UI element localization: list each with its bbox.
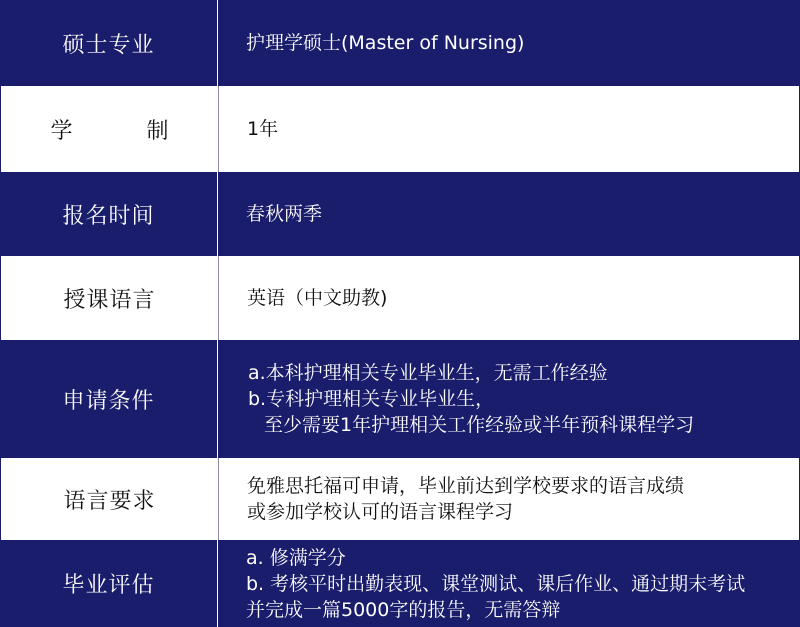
row-label-text: 授课语言 [63, 287, 156, 313]
table-row-language-requirements [0, 458, 800, 540]
row-label [0, 540, 218, 627]
row-label-text: 毕业评估 [62, 573, 155, 598]
row-label-text: 申请条件 [62, 388, 155, 414]
row-label [1, 86, 219, 172]
row-value-line: 1年 [247, 118, 279, 140]
table-row-admission-requirements [0, 340, 800, 458]
row-value [218, 172, 800, 256]
row-value-line: a. 修满学分 [246, 546, 346, 569]
row-value-line: b.专科护理相关专业毕业生， [248, 388, 495, 410]
table-row-graduation-assessment [0, 540, 800, 627]
row-value [219, 86, 799, 172]
row-label-text: 语言要求 [63, 488, 156, 514]
row-value-line: 英语（中文助教) [247, 287, 388, 309]
table-row-duration [0, 86, 800, 172]
table-row-intake [0, 172, 800, 256]
row-value [218, 340, 800, 458]
row-value-line: 至少需要1年护理相关工作经验或半年预科课程学习 [264, 414, 695, 436]
row-label [0, 0, 218, 86]
row-label [0, 172, 218, 256]
row-value [218, 540, 800, 627]
row-value [219, 458, 799, 540]
row-value-line: a.本科护理相关专业毕业生，无需工作经验 [248, 362, 608, 384]
row-value-line: 或参加学校认可的语言课程学习 [247, 501, 514, 523]
table-row-language-of-instruction [0, 256, 800, 340]
row-value-line: 并完成一篇5000字的报告，无需答辩 [246, 598, 561, 621]
row-value-line: 护理学硕士(Master of Nursing) [246, 32, 525, 54]
row-label-text: 硕士专业 [62, 32, 155, 58]
table-row-major [0, 0, 800, 86]
row-label [1, 256, 219, 340]
row-label-text: 报名时间 [62, 203, 155, 229]
row-value [218, 0, 800, 86]
row-value-line: 春秋两季 [246, 203, 323, 225]
row-label [1, 458, 219, 540]
row-value-line: b. 考核平时出勤表现、课堂测试、课后作业、通过期末考试 [246, 572, 746, 595]
row-value-line: 免雅思托福可申请，毕业前达到学校要求的语言成绩 [247, 475, 685, 497]
row-value [219, 256, 799, 340]
row-label-text: 学 制 [50, 118, 195, 144]
row-label [0, 340, 218, 458]
